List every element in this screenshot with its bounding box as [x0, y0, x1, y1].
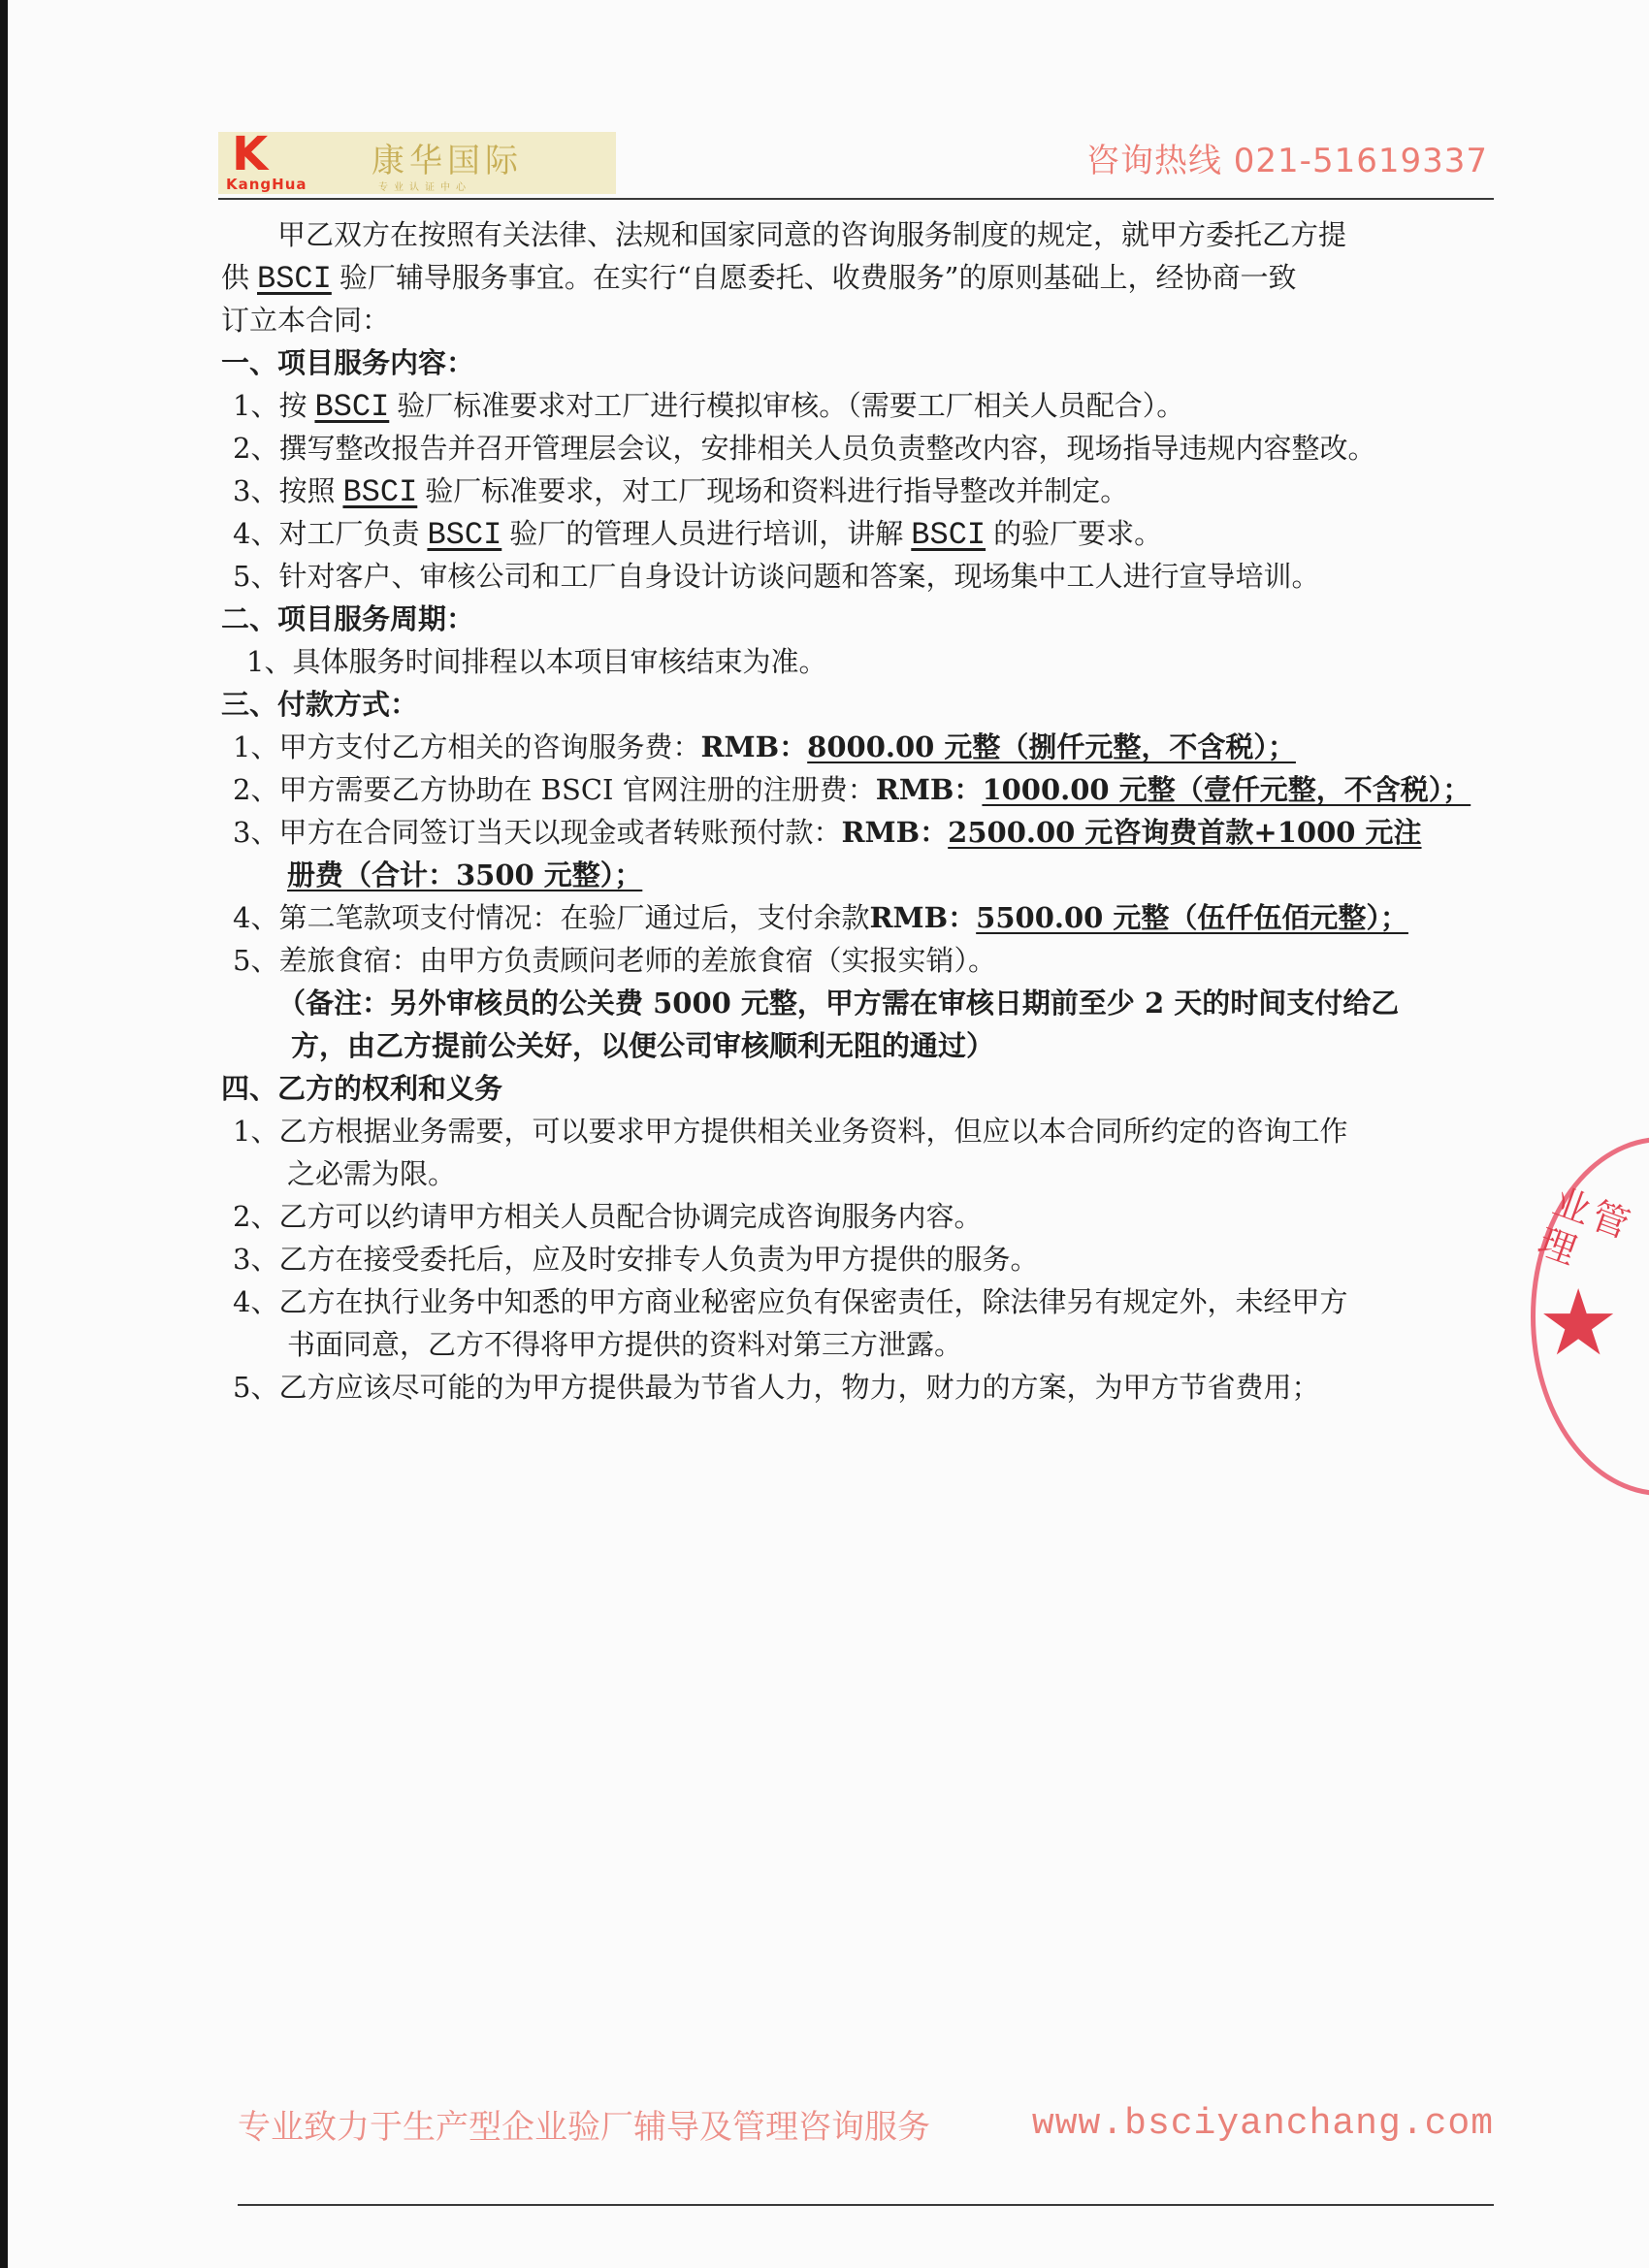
s3-item-4: 4、第二笔款项支付情况：在验厂通过后，支付余款RMB：5500.00 元整（伍仟伍佰元整）；: [233, 901, 1408, 934]
s3-note-line-1: （备注：另外审核员的公关费 5000 元整，甲方需在审核日期前至少 2 天的时间支付给乙: [277, 987, 1400, 1020]
s1-item-4: 4、对工厂负责 BSCI 验厂的管理人员进行培训，讲解 BSCI 的验厂要求。: [233, 517, 1163, 553]
s3-item-3-cont: 册费（合计：3500 元整）；: [287, 859, 643, 891]
s3-item-5: 5、差旅食宿：由甲方负责顾问老师的差旅食宿（实报实销）。: [233, 944, 996, 977]
s1-item-3: 3、按照 BSCI 验厂标准要求，对工厂现场和资料进行指导整改并制定。: [233, 474, 1129, 510]
bsci-term: BSCI: [342, 474, 418, 510]
footer-slogan: 专业致力于生产型企业验厂辅导及管理咨询服务: [238, 2108, 930, 2147]
section-4-title: 四、乙方的权利和义务: [221, 1072, 503, 1105]
fee-amount: 1000.00 元整（壹仟元整，不含税）；: [982, 773, 1471, 806]
logo-chinese-name: 康华国际: [372, 142, 523, 180]
s4-item-4: 4、乙方在执行业务中知悉的甲方商业秘密应负有保密责任，除法律另有规定外，未经甲方: [233, 1285, 1348, 1318]
section-3-title: 三、付款方式：: [221, 688, 419, 721]
bsci-term: BSCI: [257, 261, 332, 297]
section-2-title: 二、项目服务周期：: [221, 602, 475, 635]
bsci-term: BSCI: [911, 517, 986, 553]
logo-letter: K: [232, 127, 269, 181]
bsci-term: BSCI: [314, 389, 390, 425]
letterhead-footer: [238, 2105, 1494, 2212]
logo-english-name: KangHua: [226, 176, 307, 193]
letterhead: [218, 127, 1494, 202]
intro-line-1: 甲乙双方在按照有关法律、法规和国家同意的咨询服务制度的规定，就甲方委托乙方提: [277, 218, 1347, 251]
s1-item-5: 5、针对客户、审核公司和工厂自身设计访谈问题和答案，现场集中工人进行宣导培训。: [233, 560, 1320, 593]
s1-item-2: 2、撰写整改报告并召开管理层会议，安排相关人员负责整改内容，现场指导违规内容整改。: [233, 432, 1376, 465]
s4-item-3: 3、乙方在接受委托后，应及时安排专人负责为甲方提供的服务。: [233, 1243, 1039, 1276]
fee-amount: 2500.00 元咨询费首款+1000 元注: [948, 816, 1422, 849]
s1-item-1: 1、按 BSCI 验厂标准要求对工厂进行模拟审核。（需要工厂相关人员配合）。: [233, 389, 1185, 425]
seal-star-icon: ★: [1537, 1271, 1620, 1377]
fee-amount: 5500.00 元整（伍仟伍佰元整）；: [976, 901, 1408, 934]
hotline-text: 咨询热线 021-51619337: [1085, 142, 1488, 180]
logo-subtitle: 专业认证中心: [378, 182, 471, 193]
s4-item-2: 2、乙方可以约请甲方相关人员配合协调完成咨询服务内容。: [233, 1200, 983, 1233]
s4-item-5: 5、乙方应该尽可能的为甲方提供最为节省人力，物力，财力的方案，为甲方节省费用；: [233, 1371, 1320, 1404]
bsci-term: BSCI: [427, 517, 502, 553]
s4-item-1: 1、乙方根据业务需要，可以要求甲方提供相关业务资料，但应以本合同所约定的咨询工作: [233, 1115, 1348, 1148]
s2-item-1: 1、具体服务时间排程以本项目审核结束为准。: [246, 645, 827, 678]
seal-text: 业管理: [1533, 1180, 1639, 1275]
s3-note-line-2: 方，由乙方提前公关好，以便公司审核顺利无阻的通过）: [291, 1029, 995, 1062]
s3-item-2: 2、甲方需要乙方协助在 BSCI 官网注册的注册费：RMB：1000.00 元整（壹仟元整，不含税）；: [233, 773, 1471, 806]
header-divider: [218, 198, 1494, 200]
intro-line-2: 供 BSCI 验厂辅导服务事宜。在实行“自愿委托、收费服务”的原则基础上，经协商一致: [221, 261, 1297, 297]
s4-item-4-cont: 书面同意，乙方不得将甲方提供的资料对第三方泄露。: [287, 1328, 963, 1361]
scan-left-edge: [0, 0, 8, 2268]
section-1-title: 一、项目服务内容：: [221, 346, 475, 379]
footer-website: www.bsciyanchang.com: [1031, 2103, 1494, 2145]
footer-divider: [238, 2204, 1494, 2206]
intro-line-3: 订立本合同：: [221, 304, 391, 337]
s3-item-3: 3、甲方在合同签订当天以现金或者转账预付款：RMB：2500.00 元咨询费首款+1000 元注: [233, 816, 1422, 849]
s3-item-1: 1、甲方支付乙方相关的咨询服务费：RMB：8000.00 元整（捌仟元整，不含税）；: [233, 730, 1296, 763]
company-logo: [218, 127, 616, 194]
fee-amount: 8000.00 元整（捌仟元整，不含税）；: [807, 730, 1296, 763]
s4-item-1-cont: 之必需为限。: [287, 1157, 457, 1190]
